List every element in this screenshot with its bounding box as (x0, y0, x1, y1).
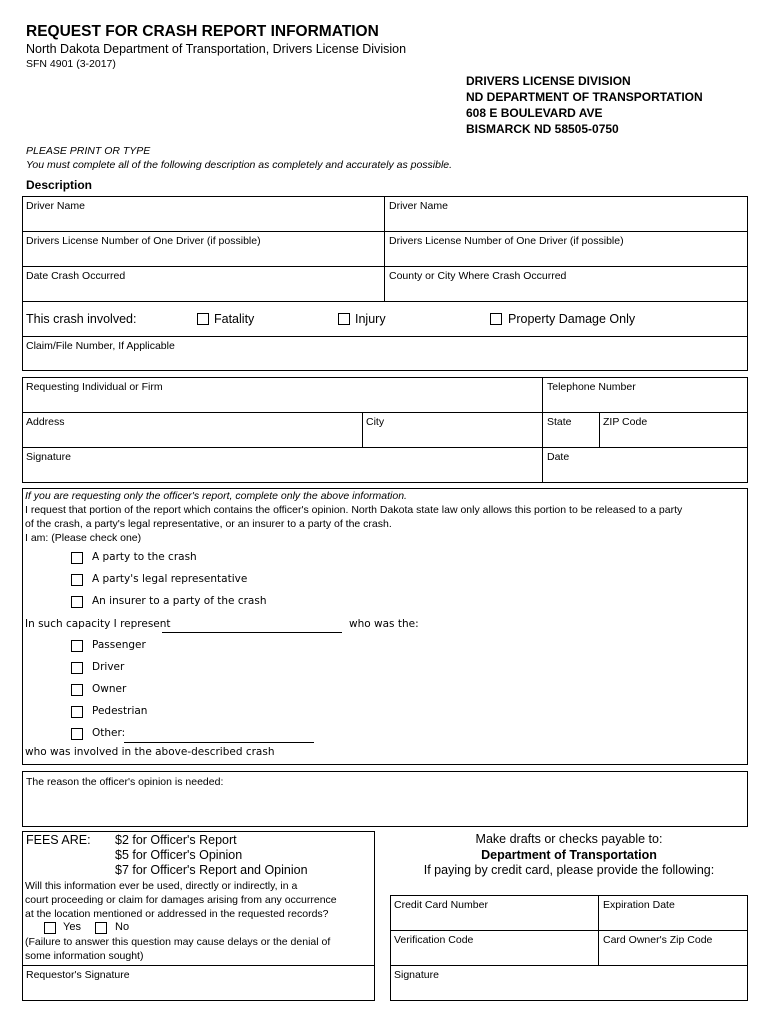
address-line: DRIVERS LICENSE DIVISION (466, 74, 631, 88)
date-field[interactable]: Date (547, 451, 570, 463)
injury-checkbox[interactable] (338, 313, 350, 325)
question-line: court proceeding or claim for damages arising from any occurrence (25, 894, 337, 906)
property-damage-label: Property Damage Only (508, 312, 636, 326)
address-line: BISMARCK ND 58505-0750 (466, 122, 619, 136)
question-line: Will this information ever be used, directly or indirectly, in a (25, 880, 298, 892)
owner-label: Owner (92, 683, 127, 695)
other-input-line[interactable] (124, 742, 314, 743)
claim-number-field[interactable]: Claim/File Number, If Applicable (26, 340, 175, 352)
fee-opinion: $5 for Officer's Opinion (115, 848, 243, 862)
address-line: ND DEPARTMENT OF TRANSPORTATION (466, 90, 703, 104)
fatality-label: Fatality (214, 312, 255, 326)
no-checkbox[interactable] (95, 922, 107, 934)
form-id: SFN 4901 (3-2017) (26, 58, 116, 70)
driver-name-field-2[interactable]: Driver Name (389, 200, 448, 212)
payable-text: Make drafts or checks payable to: (475, 832, 663, 846)
legal-rep-checkbox[interactable] (71, 574, 83, 586)
signature-field[interactable]: Signature (26, 451, 71, 463)
owner-zip-field[interactable]: Card Owner's Zip Code (603, 934, 713, 946)
credit-card-text: If paying by credit card, please provide the following: (423, 863, 715, 877)
fee-both: $7 for Officer's Report and Opinion (115, 863, 308, 877)
state-field[interactable]: State (547, 416, 572, 428)
fees-label: FEES ARE: (26, 833, 91, 847)
reason-label: The reason the officer's opinion is needed: (26, 776, 224, 788)
mailing-address (466, 73, 703, 137)
opinion-text (25, 489, 745, 545)
request-line: I request that portion of the report which contains the officer's opinion. North Dakota state law only allows this portion to be released to a party (25, 504, 683, 516)
driver-label: Driver (92, 661, 125, 673)
passenger-label: Passenger (92, 639, 146, 651)
dl-number-field-1[interactable]: Drivers License Number of One Driver (if possible) (26, 235, 261, 247)
divider (22, 447, 748, 448)
requesting-individual-field[interactable]: Requesting Individual or Firm (26, 381, 163, 393)
divider (542, 377, 543, 483)
card-number-field[interactable]: Credit Card Number (394, 899, 488, 911)
date-crash-field[interactable]: Date Crash Occurred (26, 270, 126, 282)
yes-label: Yes (63, 921, 81, 933)
divider (22, 301, 748, 302)
driver-checkbox[interactable] (71, 662, 83, 674)
expiration-field[interactable]: Expiration Date (603, 899, 675, 911)
divider (390, 930, 748, 931)
divider (390, 965, 748, 966)
address-field[interactable]: Address (26, 416, 65, 428)
payment-instructions (390, 832, 748, 879)
i-am-label: I am: (Please check one) (25, 532, 142, 544)
failure-warning (25, 935, 330, 963)
crash-involved-label: This crash involved: (26, 312, 137, 326)
no-label: No (115, 921, 130, 933)
fatality-checkbox[interactable] (197, 313, 209, 325)
print-instruction: PLEASE PRINT OR TYPE (26, 145, 151, 157)
card-signature-field[interactable]: Signature (394, 969, 439, 981)
property-damage-checkbox[interactable] (490, 313, 502, 325)
other-checkbox[interactable] (71, 728, 83, 740)
court-question (25, 879, 337, 921)
request-line: of the crash, a party's legal representative, or an insurer to a party of the crash. (25, 518, 392, 530)
driver-name-field-1[interactable]: Driver Name (26, 200, 85, 212)
divider (362, 412, 363, 447)
divider (599, 412, 600, 447)
report-only-note: If you are requesting only the officer's report, complete only the above information. (25, 490, 407, 502)
party-checkbox[interactable] (71, 552, 83, 564)
zip-field[interactable]: ZIP Code (603, 416, 648, 428)
capacity-label: In such capacity I represent (25, 618, 171, 630)
divider (22, 965, 375, 966)
form-title: REQUEST FOR CRASH REPORT INFORMATION (26, 23, 379, 40)
department-name: North Dakota Department of Transportation, Drivers License Division (26, 42, 407, 56)
who-was-label: who was the: (349, 618, 419, 630)
fee-report: $2 for Officer's Report (115, 833, 237, 847)
legal-rep-label: A party's legal representative (92, 573, 248, 585)
divider (22, 231, 748, 232)
question-line: at the location mentioned or addressed in the requested records? (25, 908, 329, 920)
party-label: A party to the crash (92, 551, 197, 563)
passenger-checkbox[interactable] (71, 640, 83, 652)
requestor-signature-field[interactable]: Requestor's Signature (26, 969, 130, 981)
complete-instruction: You must complete all of the following description as completely and accurately as possible. (26, 159, 453, 171)
capacity-input-line[interactable] (162, 632, 342, 633)
insurer-label: An insurer to a party of the crash (92, 595, 267, 607)
insurer-checkbox[interactable] (71, 596, 83, 608)
dl-number-field-2[interactable]: Drivers License Number of One Driver (if possible) (389, 235, 624, 247)
telephone-field[interactable]: Telephone Number (547, 381, 636, 393)
other-label: Other: (92, 727, 126, 739)
yes-checkbox[interactable] (44, 922, 56, 934)
county-city-field[interactable]: County or City Where Crash Occurred (389, 270, 567, 282)
warning-line: (Failure to answer this question may cause delays or the denial of (25, 936, 331, 948)
divider (22, 336, 748, 337)
owner-checkbox[interactable] (71, 684, 83, 696)
description-heading: Description (26, 178, 93, 192)
pedestrian-label: Pedestrian (92, 705, 148, 717)
pedestrian-checkbox[interactable] (71, 706, 83, 718)
address-line: 608 E BOULEVARD AVE (466, 106, 603, 120)
divider (384, 196, 385, 301)
verification-field[interactable]: Verification Code (394, 934, 474, 946)
divider (22, 266, 748, 267)
involved-label: who was involved in the above-described crash (25, 746, 275, 758)
divider (22, 412, 748, 413)
warning-line: some information sought) (25, 950, 144, 962)
injury-label: Injury (355, 312, 386, 326)
city-field[interactable]: City (366, 416, 385, 428)
divider (598, 895, 599, 965)
payee-text: Department of Transportation (481, 847, 657, 862)
